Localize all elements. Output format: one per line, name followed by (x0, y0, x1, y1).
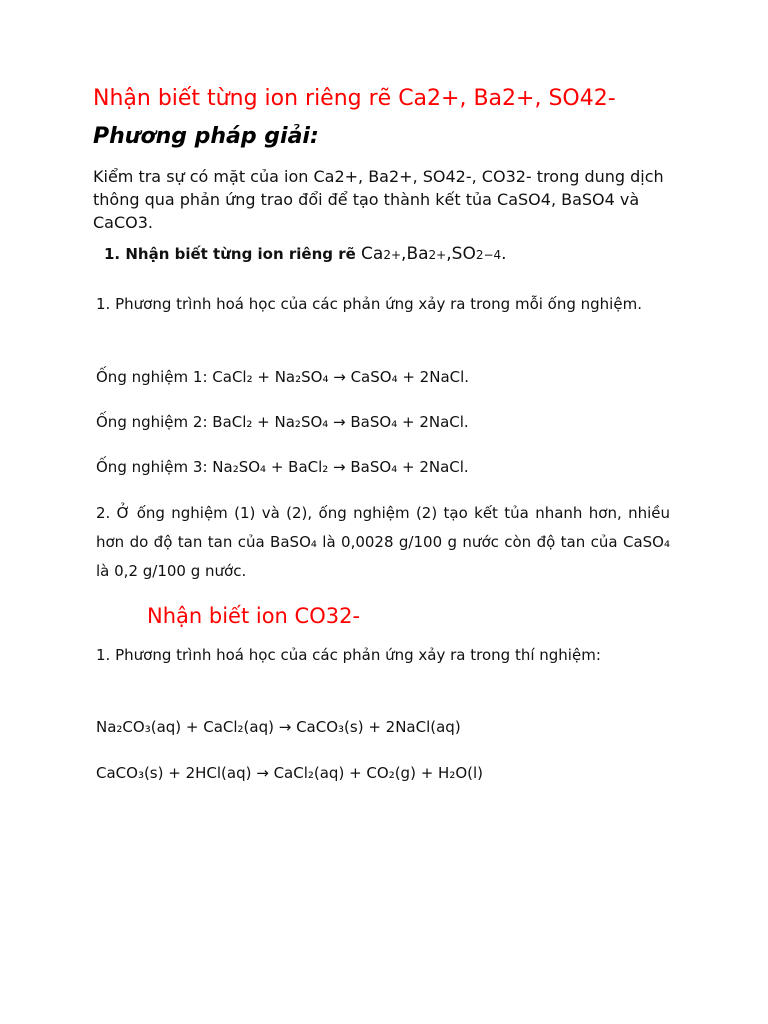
document-title: Nhận biết từng ion riêng rẽ Ca2+, Ba2+, SO42- (93, 86, 616, 111)
tube-2-equation: Ống nghiệm 2: BaCl₂ + Na₂SO₄ → BaSO₄ + 2NaCl. (96, 413, 469, 431)
ion-ca-charge: 2+ (383, 248, 402, 262)
method-heading: Phương pháp giải: (93, 124, 319, 149)
reaction-paragraph-1: 1. Phương trình hoá học của các phản ứng xảy ra trong mỗi ống nghiệm. (96, 295, 642, 313)
solubility-paragraph: 2. Ở ống nghiệm (1) và (2), ống nghiệm (2) tạo kết tủa nhanh hơn, nhiều hơn do độ tan tan của BaSO₄ là 0,0028 g/100 g nước còn độ tan của CaSO₄ là 0,2 g/100 g nước. (96, 504, 670, 580)
ion-so-charge: 2−4 (475, 248, 502, 262)
reaction-paragraph-2: 1. Phương trình hoá học của các phản ứng xảy ra trong thí nghiệm: (96, 646, 601, 664)
tube-3-equation: Ống nghiệm 3: Na₂SO₄ + BaCl₂ → BaSO₄ + 2NaCl. (96, 458, 469, 476)
section-1-end: . (501, 244, 507, 264)
ion-ba-charge: 2+ (428, 248, 447, 262)
intro-paragraph: Kiểm tra sự có mặt của ion Ca2+, Ba2+, SO42-, CO32- trong dung dịch thông qua phản ứng trao đổi để tạo thành kết tủa CaSO4, BaSO4 và CaCO3. (93, 167, 664, 232)
ion-separator: , (401, 244, 407, 264)
section-1-label: 1. Nhận biết từng ion riêng rẽ (104, 245, 362, 263)
section-2-heading: Nhận biết ion CO32- (147, 604, 361, 628)
ion-ca: Ca (361, 244, 384, 264)
tube-1-equation: Ống nghiệm 1: CaCl₂ + Na₂SO₄ → CaSO₄ + 2NaCl. (96, 368, 470, 386)
ion-separator: , (446, 244, 452, 264)
carbonate-equation-1: Na₂CO₃(aq) + CaCl₂(aq) → CaCO₃(s) + 2NaCl(aq) (96, 718, 461, 736)
ion-ba: Ba (406, 244, 429, 264)
carbonate-equation-2: CaCO₃(s) + 2HCl(aq) → CaCl₂(aq) + CO₂(g) + H₂O(l) (96, 764, 484, 782)
ion-so: SO (451, 244, 476, 264)
section-1-heading (104, 244, 507, 264)
